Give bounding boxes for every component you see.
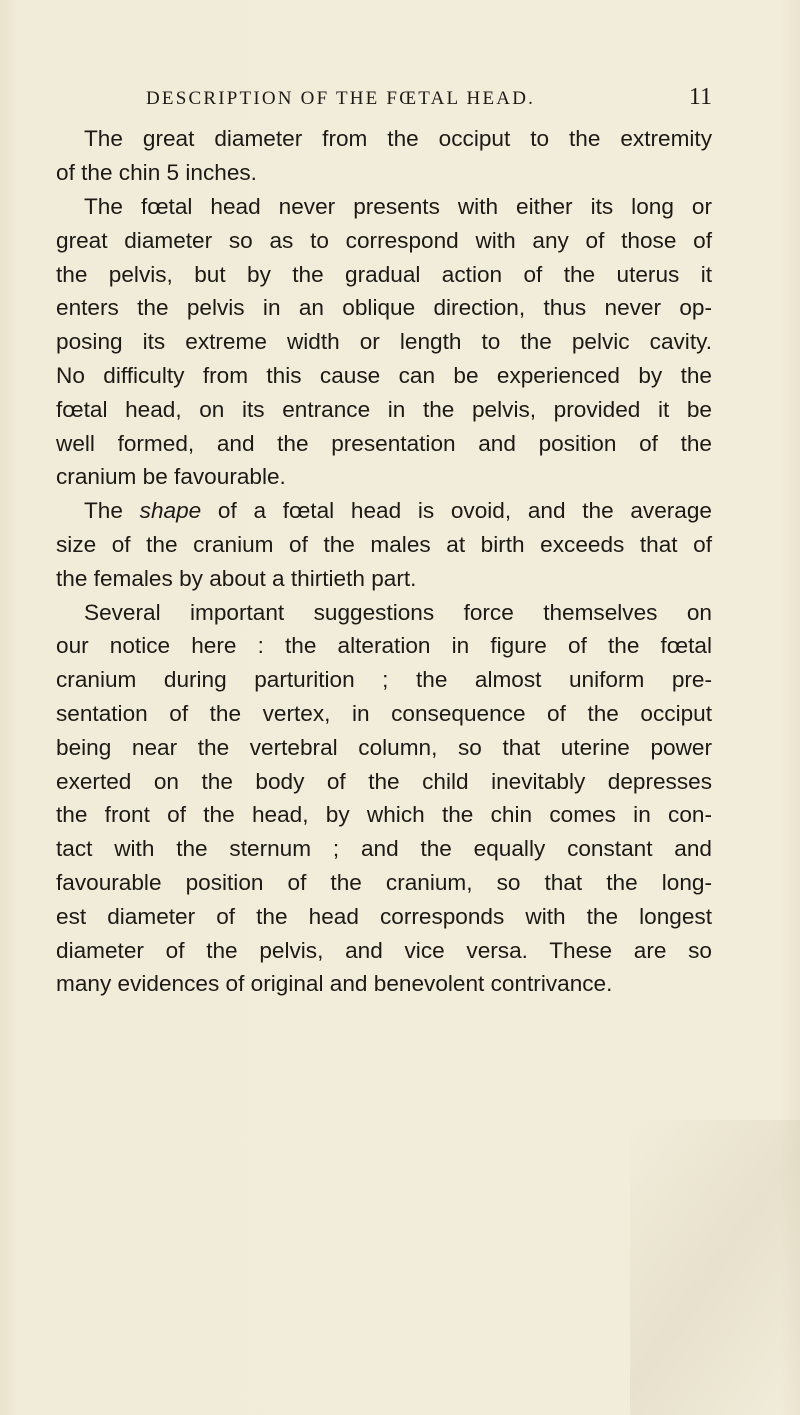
text-line <box>56 494 712 528</box>
text-line: the pelvis, but by the gradual action of the uterus it <box>56 261 712 287</box>
text-line: well formed, and the presentation and position of the <box>56 430 712 456</box>
text-line: posing its extreme width or length to the pelvic cavity. <box>56 329 712 355</box>
text-line: size of the cranium of the males at birth exceeds that of <box>56 531 712 557</box>
text-line: being near the vertebral column, so that uterine power <box>56 734 712 760</box>
text-fragment: of a fœtal head is ovoid, and the average <box>201 498 712 524</box>
text-line: sentation of the vertex, in consequence of the occiput <box>56 700 712 726</box>
text-line: diameter of the pelvis, and vice versa. These are so <box>56 937 712 963</box>
text-line: the front of the head, by which the chin comes in con- <box>56 802 712 828</box>
paper-crease <box>630 1120 800 1415</box>
emphasis-shape: shape <box>139 498 202 524</box>
page-number: 11 <box>688 84 712 110</box>
text-line: the females by about a thirtieth part. <box>56 565 417 591</box>
paragraph-3 <box>56 494 712 595</box>
text-fragment: The <box>84 498 140 524</box>
running-title: DESCRIPTION OF THE FŒTAL HEAD. <box>146 88 536 109</box>
text-line: No difficulty from this cause can be experienced by the <box>56 362 712 388</box>
paragraph-4 <box>56 596 712 1002</box>
paragraph-1 <box>56 122 712 190</box>
text-line: Several important suggestions force themselves on <box>84 599 712 625</box>
text-line: great diameter so as to correspond with any of those of <box>56 227 712 253</box>
text-line: tact with the sternum ; and the equally constant and <box>56 836 712 862</box>
paragraph-2 <box>56 190 712 494</box>
text-line: est diameter of the head corresponds with the longest <box>56 903 712 929</box>
text-line: cranium be favourable. <box>56 464 286 490</box>
body-text <box>56 122 712 1001</box>
running-head <box>56 84 712 110</box>
text-line: fœtal head, on its entrance in the pelvis, provided it be <box>56 396 712 422</box>
text-line: cranium during parturition ; the almost uniform pre- <box>56 667 712 693</box>
text-line: The fœtal head never presents with either its long or <box>84 193 712 219</box>
text-line: of the chin 5 inches. <box>56 160 257 186</box>
text-line: favourable position of the cranium, so that the long- <box>56 869 712 895</box>
text-line: The great diameter from the occiput to the extremity <box>84 126 712 152</box>
text-line: exerted on the body of the child inevitably depresses <box>56 768 712 794</box>
text-line: many evidences of original and benevolent contrivance. <box>56 971 613 997</box>
text-line: enters the pelvis in an oblique direction, thus never op- <box>56 295 712 321</box>
text-line: our notice here : the alteration in figure of the fœtal <box>56 633 712 659</box>
